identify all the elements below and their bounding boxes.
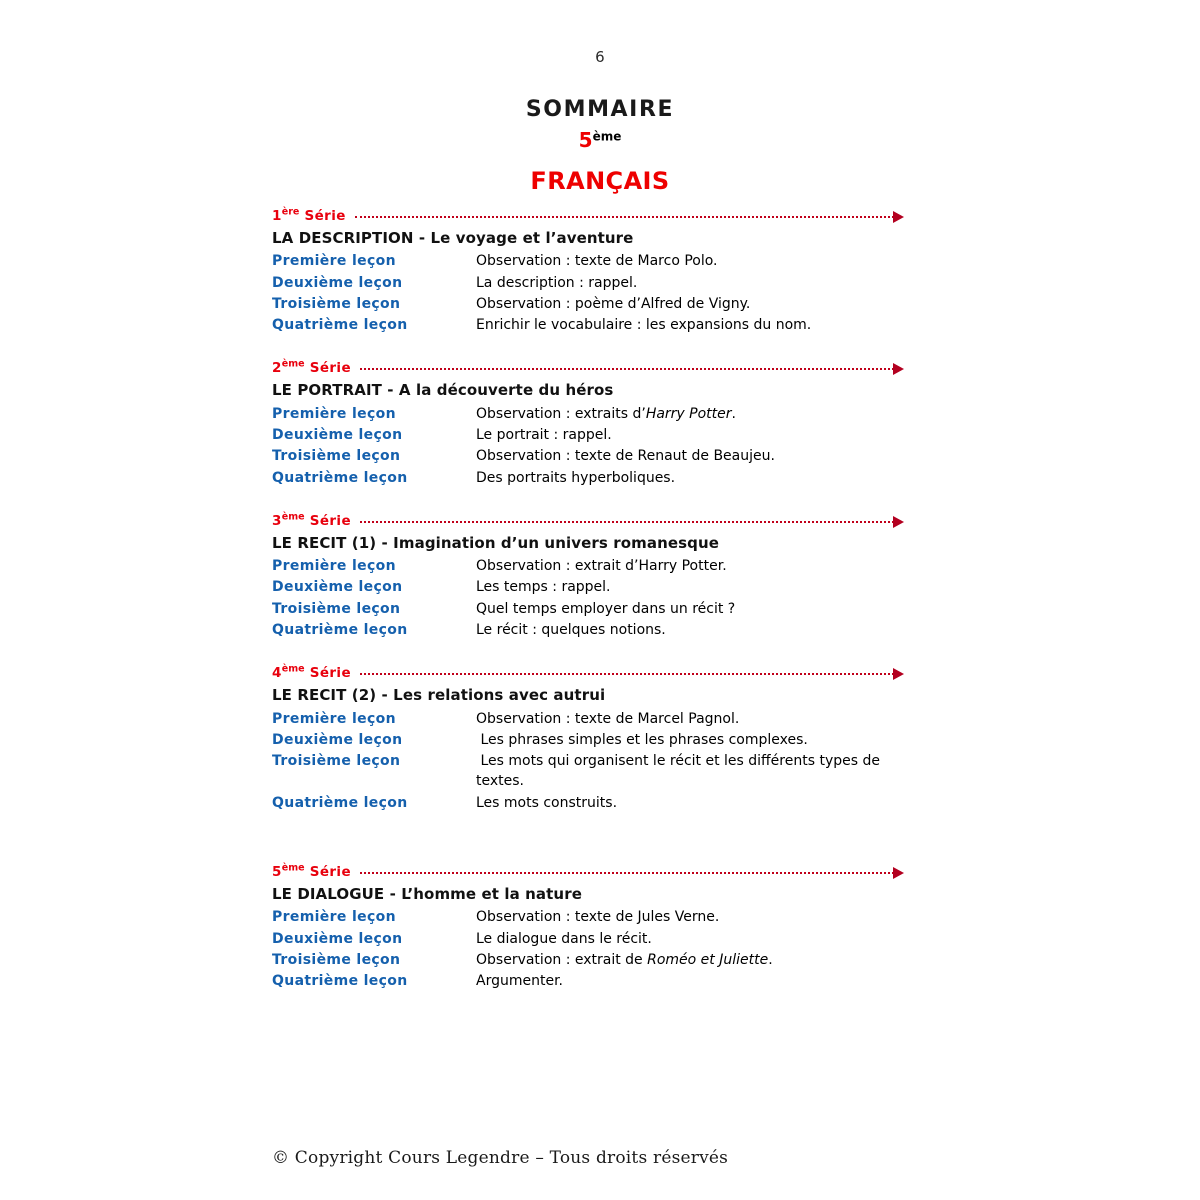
lesson-name: Deuxième leçon [272, 930, 403, 947]
lesson-description: Les mots construits. [476, 794, 618, 811]
serie-number: 1 [272, 208, 282, 224]
lesson-row [272, 599, 904, 619]
dotted-rule [355, 216, 894, 218]
serie-title: LE PORTRAIT - A la découverte du héros [272, 381, 614, 400]
serie-header [272, 663, 904, 683]
dotted-rule [360, 368, 894, 370]
serie-block [272, 511, 904, 640]
lesson-name: Première leçon [272, 710, 396, 727]
lesson-description: Le portrait : rappel. [476, 426, 612, 443]
lesson-description: Observation : texte de Jules Verne. [476, 909, 720, 926]
lesson-row [272, 294, 904, 314]
lesson-description: Observation : extraits d’Harry Potter. [476, 405, 736, 422]
page-title: SOMMAIRE [525, 97, 675, 122]
lesson-description: Observation : poème d’Alfred de Vigny. [476, 295, 751, 312]
lesson-description: Argumenter. [476, 973, 563, 990]
lesson-row [272, 468, 904, 488]
serie-header [272, 511, 904, 531]
lesson-name: Première leçon [272, 909, 396, 926]
serie-ordinal-suffix: ère [281, 206, 300, 218]
table-of-contents [272, 206, 904, 992]
serie-block [272, 862, 904, 991]
serie-word: Série [304, 665, 352, 682]
serie-label [272, 360, 351, 376]
page-number: 6 [595, 48, 605, 66]
serie-number: 4 [272, 665, 282, 682]
lesson-row [272, 315, 904, 335]
lesson-row [272, 751, 904, 792]
serie-ordinal-suffix: ème [281, 358, 305, 370]
serie-label [272, 665, 351, 681]
lesson-row [272, 793, 904, 813]
lesson-description: Observation : texte de Marco Polo. [476, 253, 718, 270]
lesson-name: Deuxième leçon [272, 426, 403, 443]
serie-spacer [272, 814, 904, 862]
lesson-row [272, 971, 904, 991]
serie-spacer [272, 489, 904, 511]
serie-block [272, 358, 904, 487]
footer-copyright: © Copyright Cours Legendre – Tous droits réservés [272, 1148, 729, 1168]
lesson-name: Troisième leçon [272, 753, 401, 770]
lesson-row [272, 556, 904, 576]
serie-ordinal-suffix: ème [281, 862, 305, 874]
lesson-name: Première leçon [272, 405, 396, 422]
lesson-row [272, 929, 904, 949]
lesson-name: Première leçon [272, 253, 396, 270]
lesson-row [272, 425, 904, 445]
arrow-right-icon [893, 211, 904, 223]
dotted-rule [360, 872, 894, 874]
arrow-right-icon [893, 363, 904, 375]
lesson-description: Des portraits hyperboliques. [476, 469, 676, 486]
lesson-description: Les mots qui organisent le récit et les différents types de textes. [476, 753, 885, 790]
serie-word: Série [299, 208, 346, 224]
lesson-description: Observation : texte de Marcel Pagnol. [476, 710, 740, 727]
serie-word: Série [304, 512, 352, 529]
serie-title: LE RECIT (2) - Les relations avec autrui [272, 686, 606, 705]
lesson-name: Quatrième leçon [272, 469, 408, 486]
lesson-description: Observation : extrait de Roméo et Juliette. [476, 951, 773, 968]
serie-title: LE DIALOGUE - L’homme et la nature [272, 885, 582, 904]
lesson-description: Observation : texte de Renaut de Beaujeu. [476, 448, 775, 465]
lesson-row [272, 730, 904, 750]
lesson-row [272, 950, 904, 970]
serie-block [272, 663, 904, 813]
serie-number: 3 [272, 512, 282, 529]
serie-word: Série [304, 360, 352, 377]
grade-level-suffix: ème [592, 128, 622, 143]
serie-block [272, 206, 904, 335]
serie-number: 2 [272, 360, 282, 377]
lesson-description: Enrichir le vocabulaire : les expansions du nom. [476, 317, 812, 334]
serie-spacer [272, 336, 904, 358]
serie-title: LE RECIT (1) - Imagination d’un univers romanesque [272, 533, 720, 552]
lesson-name: Quatrième leçon [272, 317, 408, 334]
lesson-name: Deuxième leçon [272, 274, 403, 291]
lesson-description: Le récit : quelques notions. [476, 622, 666, 639]
lesson-name: Troisième leçon [272, 600, 401, 617]
serie-label [272, 864, 351, 880]
lesson-description: Les temps : rappel. [476, 579, 611, 596]
lesson-name: Troisième leçon [272, 295, 401, 312]
lesson-row [272, 907, 904, 927]
lesson-row [272, 446, 904, 466]
lesson-name: Quatrième leçon [272, 973, 408, 990]
serie-label [272, 208, 346, 224]
grade-level [0, 129, 1200, 152]
serie-word: Série [304, 864, 352, 881]
lesson-row [272, 404, 904, 424]
lesson-name: Quatrième leçon [272, 794, 408, 811]
lesson-row [272, 620, 904, 640]
dotted-rule [360, 673, 894, 675]
lesson-description: La description : rappel. [476, 274, 638, 291]
serie-header [272, 206, 904, 226]
lesson-row [272, 251, 904, 271]
lesson-name: Quatrième leçon [272, 622, 408, 639]
lesson-row [272, 273, 904, 293]
arrow-right-icon [893, 668, 904, 680]
lesson-description: Le dialogue dans le récit. [476, 930, 652, 947]
serie-ordinal-suffix: ème [281, 511, 305, 523]
lesson-description: Quel temps employer dans un récit ? [476, 600, 736, 617]
lesson-name: Deuxième leçon [272, 579, 403, 596]
arrow-right-icon [893, 867, 904, 879]
lesson-description-title: Roméo et Juliette [647, 951, 769, 968]
lesson-row [272, 709, 904, 729]
lesson-name: Deuxième leçon [272, 731, 403, 748]
subject-title: FRANÇAIS [530, 167, 670, 196]
serie-title: LA DESCRIPTION - Le voyage et l’aventure [272, 229, 634, 247]
lesson-name: Troisième leçon [272, 448, 401, 465]
serie-header [272, 862, 904, 882]
lesson-name: Première leçon [272, 558, 396, 575]
lesson-description: Observation : extrait d’Harry Potter. [476, 558, 727, 575]
grade-level-number: 5 [578, 127, 593, 152]
serie-label [272, 513, 351, 529]
serie-header [272, 358, 904, 378]
lesson-description: Les phrases simples et les phrases complexes. [476, 731, 808, 748]
serie-number: 5 [272, 864, 282, 881]
dotted-rule [360, 521, 894, 523]
serie-spacer [272, 641, 904, 663]
serie-ordinal-suffix: ème [281, 663, 305, 675]
lesson-description-title: Harry Potter [645, 405, 732, 422]
arrow-right-icon [893, 516, 904, 528]
lesson-row [272, 577, 904, 597]
title-block [0, 98, 1200, 195]
lesson-name: Troisième leçon [272, 951, 401, 968]
